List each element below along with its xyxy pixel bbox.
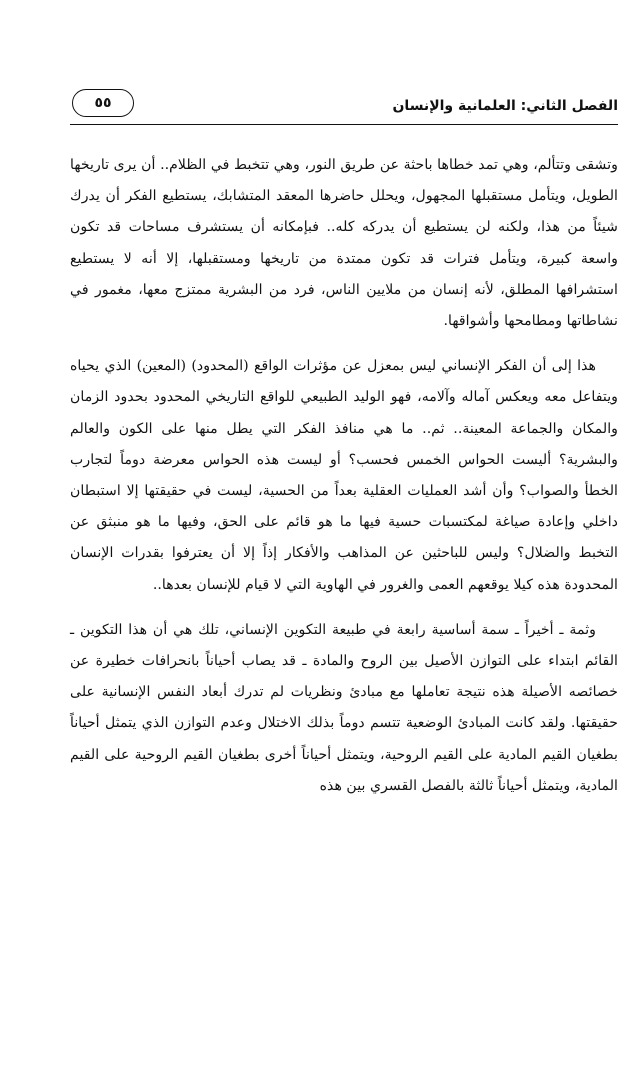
chapter-title: الفصل الثاني: العلمانية والإنسان bbox=[392, 98, 618, 114]
page-body bbox=[70, 150, 618, 802]
header-divider bbox=[70, 124, 618, 125]
page-number: ٥٥ bbox=[94, 95, 112, 111]
page-header bbox=[70, 88, 618, 128]
paragraph-2: هذا إلى أن الفكر الإنساني ليس بمعزل عن مؤثرات الواقع (المحدود) (المعين) الذي يحياه ويتفاعل معه ويعكس آماله وآلامه، فهو الوليد الطبيعي للواقع التاريخي المحدود بحدود الزمان والمكان والجماعة المعينة.. ثم.. ما هي منافذ الفكر التي يطل منها على الكون والعالم والبشرية؟ أليست الحواس الخمس فحسب؟ أو ليست هذه الحواس معرضة دوماً لتجارب الخطأ والصواب؟ وأن أشد العمليات العقلية بعداً من الحسية، ليست في حقيقتها إلا استبطان داخلي وإعادة صياغة لمكتسبات حسية فيها ما هو قائم على الحق، وفيها ما هو منبثق عن التخبط والضلال؟ وليس للباحثين عن المذاهب والأفكار إذاً إلا أن يعترفوا بقدرات الإنسان المحدودة هذه كيلا يوقعهم العمى والغرور في الهاوية التي لا قيام للإنسان بعدها.. bbox=[70, 358, 618, 593]
paragraph-3: وثمة ـ أخيراً ـ سمة أساسية رابعة في طبيعة التكوين الإنساني، تلك هي أن هذا التكوين ـ القائم ابتداء على التوازن الأصيل بين الروح والمادة ـ قد يصاب أحياناً بانحرافات خطيرة عن خصائصه الأصيلة هذه نتيجة تعاملها مع مبادئ ونظريات لم تدرك أبعاد النفس الإنسانية على حقيقتها. ولقد كانت المبادئ الوضعية تتسم دوماً بذلك الاختلال وعدم التوازن الذي يتمثل أحياناً بطغيان القيم المادية على القيم الروحية، ويتمثل أحياناً أخرى بطغيان القيم الروحية على القيم المادية، ويتمثل أحياناً ثالثة بالفصل القسري بين هذه bbox=[70, 621, 618, 794]
page-number-badge bbox=[72, 89, 134, 117]
paragraph-1: وتشقى وتتألم، وهي تمد خطاها باحثة عن طريق النور، وهي تتخبط في الظلام.. أن يرى تاريخها الطويل، ويتأمل مستقبلها المجهول، ويحلل حاضرها المعقد المتشابك، يستطيع الفكر أن يدرك شيئاً من هذا، ولكنه لن يستطيع أن يدركه كله.. فبإمكانه أن يستشرف مساحات قد تكون واسعة كبيرة، ويتأمل فترات قد تكون ممتدة من تاريخها ومستقبلها، إلا أنه لا يستطيع استشرافها المطلق، لأنه إنسان من ملايين الناس، فرد من البشرية ممتزج معها، مغمور في نشاطاتها ومطامحها وأشواقها. bbox=[70, 157, 618, 330]
